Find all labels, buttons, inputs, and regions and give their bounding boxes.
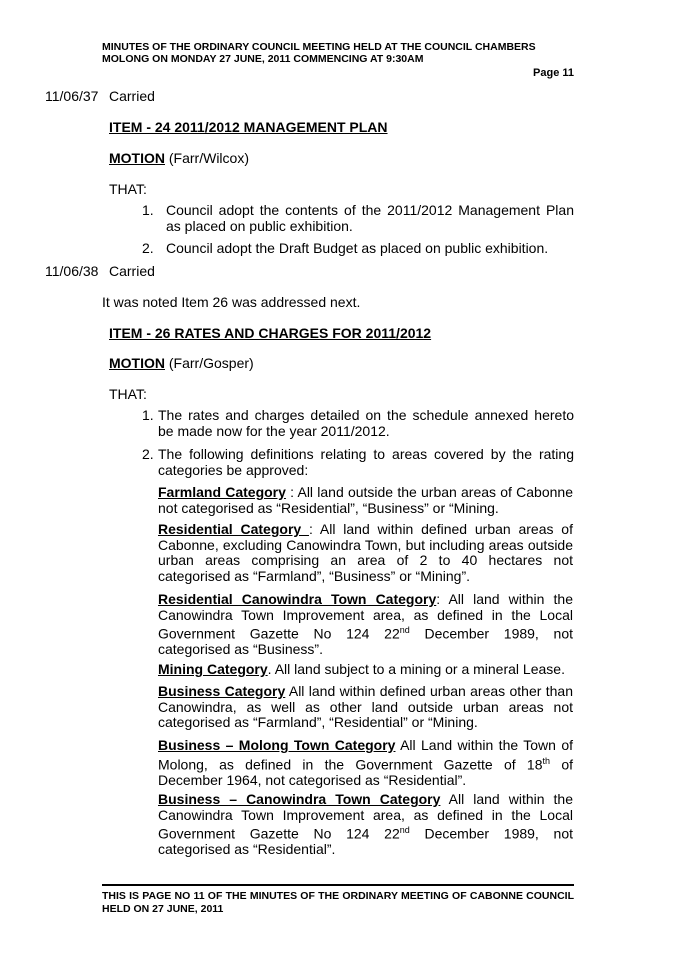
definition-term: Farmland Category (158, 484, 286, 500)
resolution-status: Carried (109, 88, 155, 104)
point-number: 1. (142, 202, 154, 218)
item-26-point-2 (142, 446, 574, 478)
item-26-that: THAT: (109, 386, 147, 402)
header-line-1: MINUTES OF THE ORDINARY COUNCIL MEETING HELD AT THE COUNCIL CHAMBERS (102, 41, 536, 53)
item-24-title: ITEM - 24 2011/2012 MANAGEMENT PLAN (109, 119, 388, 135)
page-header (102, 41, 574, 65)
item-24-point-1 (142, 202, 574, 234)
ordinal-suffix: th (542, 755, 551, 766)
resolution-number: 11/06/38 (45, 263, 99, 279)
definition-term: Business Category (158, 683, 286, 699)
definition-text: All land within the Canowindra Town Improvement area, as defined in the Local Government Gazette No 124 22 (158, 591, 573, 642)
motion-movers: (Farr/Gosper) (165, 355, 254, 371)
point-text: Council adopt the contents of the 2011/2012 Management Plan as placed on public exhibition. (166, 202, 574, 234)
definition-business (158, 684, 573, 731)
definition-term: Business – Canowindra Town Category (158, 791, 441, 807)
definition-business-canowindra: Business – Canowindra Town Category All land within the Canowindra Town Improvement area, as defined in the Local Government Gazette No 124 22nd December 1989, not categorised as “Residential”. (158, 791, 574, 858)
definition-term: Residential Canowindra Town Category (158, 591, 437, 607)
page-number: Page 11 (533, 67, 574, 79)
ordinal-suffix: nd (399, 825, 410, 835)
definition-text: All land outside the urban areas of Cabonne not categorised as “Residential”, “Business” or “Mining. (158, 484, 573, 516)
definition-term: Mining Category (158, 661, 268, 677)
point-number: 2. (142, 240, 154, 256)
definition-term: Business – Molong Town Category (158, 737, 396, 753)
resolution-number: 11/06/37 (45, 88, 99, 104)
point-text: The following definitions relating to areas covered by the rating categories be approved: (158, 446, 574, 478)
definition-residential-canowindra: Residential Canowindra Town Category: All land within the Canowindra Town Improvement area, as defined in the Local Government Gazette No 124 22nd December 1989, not categorised as “Business”. (158, 591, 574, 658)
item-26-motion (109, 355, 254, 371)
resolution-status: Carried (109, 263, 155, 279)
definition-term: Residential Category (158, 521, 309, 537)
header-line-2: MOLONG ON MONDAY 27 JUNE, 2011 COMMENCING AT 9:30AM (102, 53, 424, 65)
point-text: Council adopt the Draft Budget as placed on public exhibition. (166, 240, 549, 256)
resolution-11-06-37 (45, 88, 155, 104)
definition-text: All land subject to a mining or a mineral Lease. (274, 661, 565, 677)
ordinal-suffix: nd (399, 625, 410, 635)
footer-divider (102, 884, 574, 886)
definition-residential: Residential Category : All land within defined urban areas of Cabonne, excluding Canowindra Town, but including areas outside urban areas comprising an area of 2 to 40 hectares not categorised as “Farmland”, “Business” or “Mining”. (158, 521, 573, 584)
motion-label: MOTION (109, 150, 165, 166)
item-24-point-2 (142, 240, 574, 256)
definition-text: All Land within the Town of Molong, as defined in the Government Gazette of 18 (158, 737, 573, 773)
item-26-point-1 (142, 407, 574, 439)
motion-movers: (Farr/Wilcox) (165, 150, 249, 166)
definition-text: All land within defined urban areas other than Canowindra, as well as other land outside urban areas not categorised as “Farmland”, “Residential” or “Mining. (158, 683, 573, 730)
definition-text: All land within the Canowindra Town Improvement area, as defined in the Local Government Gazette No 124 22 (158, 791, 573, 842)
definition-text: All land within defined urban areas of Cabonne, excluding Canowindra Town, but including areas outside urban areas comprising an area of 2 to 40 hectares not categorised as “Farmland”, “Business” or “Mining”. (158, 521, 573, 584)
point-number: 2. (142, 446, 154, 462)
page-footer: THIS IS PAGE NO 11 OF THE MINUTES OF THE ORDINARY MEETING OF CABONNE COUNCIL HELD ON 27 JUNE, 2011 (102, 890, 574, 915)
point-text: The rates and charges detailed on the schedule annexed hereto be made now for the year 2011/2012. (158, 407, 574, 439)
item-24-motion (109, 150, 249, 166)
resolution-11-06-38 (45, 263, 155, 279)
motion-label: MOTION (109, 355, 165, 371)
definition-farmland: Farmland Category : All land outside the urban areas of Cabonne not categorised as “Residential”, “Business” or “Mining. (158, 484, 573, 516)
definition-business-molong: Business – Molong Town Category All Land within the Town of Molong, as defined in the Government Gazette of 18th of December 1964, not categorised as “Residential”. (158, 737, 573, 788)
procedural-note: It was noted Item 26 was addressed next. (102, 294, 361, 310)
definition-mining: Mining Category. All land subject to a mining or a mineral Lease. (158, 661, 565, 677)
item-26-title: ITEM - 26 RATES AND CHARGES FOR 2011/2012 (109, 325, 432, 341)
point-number: 1. (142, 407, 154, 423)
item-24-that: THAT: (109, 181, 147, 197)
